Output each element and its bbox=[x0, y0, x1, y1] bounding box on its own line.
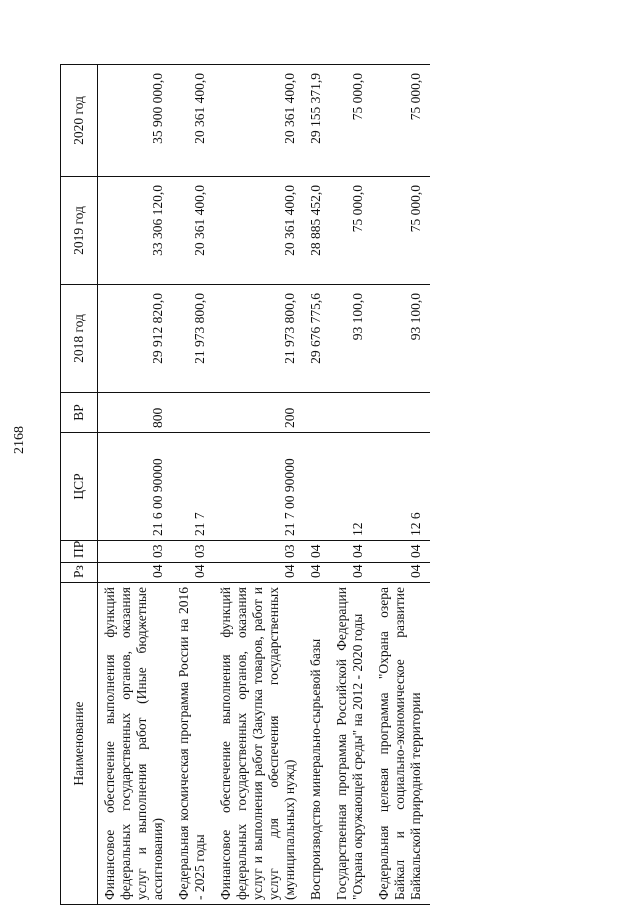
row-rz: 04 bbox=[330, 563, 372, 583]
row-2019: 20 361 400,0 bbox=[214, 177, 304, 285]
row-2020: 35 900 000,0 bbox=[98, 65, 173, 177]
row-vr bbox=[372, 393, 430, 433]
row-rz: 04 bbox=[98, 563, 173, 583]
header-pr: ПР bbox=[61, 541, 98, 563]
table-row bbox=[172, 65, 214, 905]
header-vr: ВР bbox=[61, 393, 98, 433]
row-pr: 03 bbox=[172, 541, 214, 563]
header-2018: 2018 год bbox=[61, 285, 98, 393]
row-csr: 21 7 00 90000 bbox=[214, 433, 304, 541]
row-2018: 21 973 800,0 bbox=[172, 285, 214, 393]
row-2020: 20 361 400,0 bbox=[172, 65, 214, 177]
row-2018: 93 100,0 bbox=[330, 285, 372, 393]
table-row bbox=[372, 65, 430, 905]
row-csr: 12 bbox=[330, 433, 372, 541]
row-2018: 21 973 800,0 bbox=[214, 285, 304, 393]
row-name: Финансовое обеспечение выполнения функций федеральных государственных органов, оказания услуг и выполнения работ (Закупка товаров, работ и услуг для обеспечения государственных (муниципальных) нужд) bbox=[214, 583, 304, 905]
row-pr: 03 bbox=[214, 541, 304, 563]
table-row bbox=[214, 65, 304, 905]
row-2020: 75 000,0 bbox=[372, 65, 430, 177]
row-2019: 75 000,0 bbox=[330, 177, 372, 285]
row-2019: 28 885 452,0 bbox=[304, 177, 330, 285]
row-pr: 04 bbox=[304, 541, 330, 563]
row-2019: 33 306 120,0 bbox=[98, 177, 173, 285]
header-rz: Рз bbox=[61, 563, 98, 583]
row-name: Федеральная космическая программа России на 2016 - 2025 годы bbox=[172, 583, 214, 905]
row-pr: 04 bbox=[330, 541, 372, 563]
row-name: Воспроизводство минерально-сырьевой базы bbox=[304, 583, 330, 905]
row-2018: 29 676 775,6 bbox=[304, 285, 330, 393]
row-2018: 29 912 820,0 bbox=[98, 285, 173, 393]
row-2019: 75 000,0 bbox=[372, 177, 430, 285]
page-number: 2168 bbox=[12, 426, 27, 454]
row-2020: 75 000,0 bbox=[330, 65, 372, 177]
row-csr: 12 6 bbox=[372, 433, 430, 541]
row-csr bbox=[304, 433, 330, 541]
header-csr: ЦСР bbox=[61, 433, 98, 541]
table-row bbox=[330, 65, 372, 905]
rotated-table-area bbox=[60, 65, 580, 905]
row-2020: 29 155 371,9 bbox=[304, 65, 330, 177]
budget-table bbox=[60, 64, 430, 905]
table-header-row bbox=[61, 65, 98, 905]
row-2020: 20 361 400,0 bbox=[214, 65, 304, 177]
row-vr bbox=[330, 393, 372, 433]
row-2018: 93 100,0 bbox=[372, 285, 430, 393]
row-vr bbox=[304, 393, 330, 433]
row-name: Государственная программа Российской Федерации "Охрана окружающей среды" на 2012 - 2020 годы bbox=[330, 583, 372, 905]
header-name: Наименование bbox=[61, 583, 98, 905]
row-2019: 20 361 400,0 bbox=[172, 177, 214, 285]
row-rz: 04 bbox=[372, 563, 430, 583]
table-row bbox=[304, 65, 330, 905]
row-rz: 04 bbox=[214, 563, 304, 583]
row-rz: 04 bbox=[172, 563, 214, 583]
row-name: Федеральная целевая программа "Охрана озера Байкал и социально-экономическое развитие Байкальской природной территории bbox=[372, 583, 430, 905]
row-name: Финансовое обеспечение выполнения функций федеральных государственных органов, оказания услуг и выполнения работ (Иные бюджетные ассигнования) bbox=[98, 583, 173, 905]
row-rz: 04 bbox=[304, 563, 330, 583]
row-pr: 04 bbox=[372, 541, 430, 563]
row-vr: 200 bbox=[214, 393, 304, 433]
header-2020: 2020 год bbox=[61, 65, 98, 177]
row-csr: 21 6 00 90000 bbox=[98, 433, 173, 541]
row-csr: 21 7 bbox=[172, 433, 214, 541]
row-pr: 03 bbox=[98, 541, 173, 563]
header-2019: 2019 год bbox=[61, 177, 98, 285]
table-row bbox=[98, 65, 173, 905]
row-vr bbox=[172, 393, 214, 433]
row-vr: 800 bbox=[98, 393, 173, 433]
